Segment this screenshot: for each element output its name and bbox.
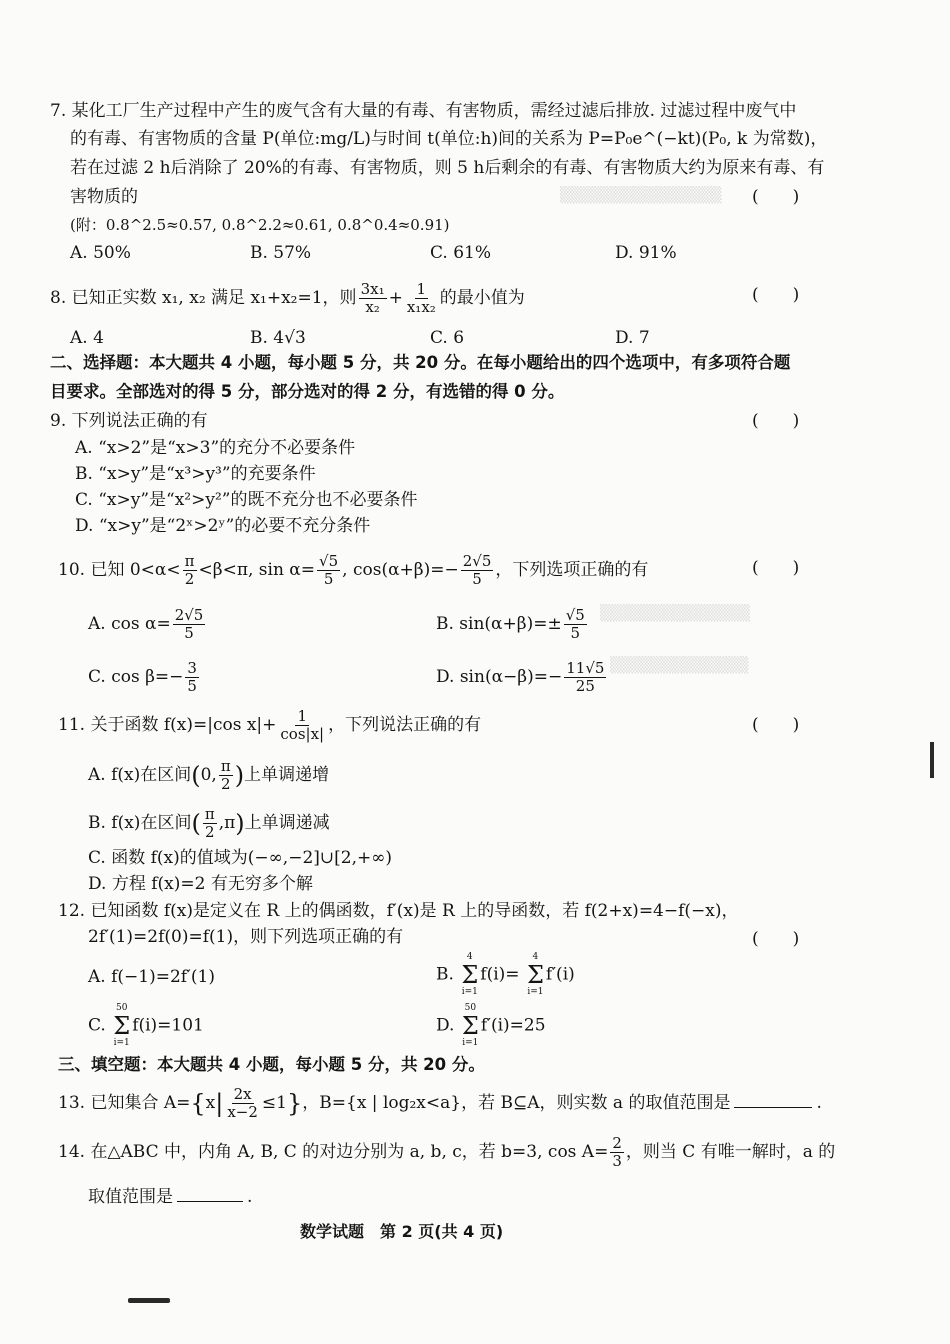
q8-stem: 8. 已知正实数 x₁, x₂ 满足 x₁+x₂=1，则 $\frac{\text{3x₁}}{\text{x₂}}$ + $\frac{1}{\text{x₁x₂}}$ 的最小值为 — [50, 280, 525, 316]
q12-answer-parentheses: ( ) — [752, 929, 800, 949]
summation-symbol: 50 Σ i=1 — [461, 1003, 479, 1048]
q13-answer-blank[interactable] — [734, 1089, 812, 1108]
q9-answer-parentheses: ( ) — [752, 411, 800, 431]
q8-stem-a: 8. 已知正实数 x₁, x₂ 满足 x₁+x₂=1，则 — [50, 288, 357, 308]
q11-fraction: $\frac{1}{\cos|x|}$ — [280, 707, 325, 743]
q10-option-c: C. cos β=− $\frac{3}{5}$ — [88, 659, 197, 695]
q11-option-a: A. f(x)在区间(0, $\frac{\pi}{2}$ )上单调递增 — [88, 757, 330, 793]
q7-line-4: 害物质的 — [70, 187, 138, 207]
q9-stem: 9. 下列说法正确的有 — [50, 411, 208, 431]
q11-stem: 11. 关于函数 f(x)=|cos x|+ $\frac{1}{\cos|x|}$ ，下列说法正确的有 — [58, 707, 482, 743]
summation-symbol: 50 Σ i=1 — [113, 1003, 131, 1048]
q12-line-2: 2f′(1)=2f(0)=f(1)，则下列选项正确的有 — [88, 927, 404, 947]
summation-symbol: 4 Σ i=1 — [461, 952, 479, 997]
q11-option-d: D. 方程 f(x)=2 有无穷多个解 — [88, 874, 313, 894]
q10-option-d: D. sin(α−β)=− $\frac{11√5}{25}$ — [436, 659, 605, 695]
q14-answer-blank[interactable] — [177, 1183, 243, 1202]
q7-answer-parentheses: ( ) — [752, 187, 800, 207]
q7-option-b: B. 57% — [250, 243, 312, 263]
q7-option-a: A. 50% — [70, 243, 131, 263]
q8-answer-parentheses: ( ) — [752, 285, 800, 305]
q12-option-b: B. 4 Σ i=1 f(i)= 4 Σ i=1 f′(i) — [436, 952, 575, 997]
q9-option-c: C. “x>y”是“x²>y²”的既不充分也不必要条件 — [75, 490, 418, 510]
q11-option-c: C. 函数 f(x)的值域为(−∞,−2]∪[2,+∞) — [88, 848, 393, 868]
q7-option-c: C. 61% — [430, 243, 491, 263]
q8-stem-b: 的最小值为 — [439, 288, 525, 308]
q7-line-3: 若在过滤 2 h后消除了 20%的有毒、有害物质，则 5 h后剩余的有毒、有害物质大约为原来有毒、有 — [70, 158, 825, 178]
section-3-heading: 三、填空题：本大题共 4 小题，每小题 5 分，共 20 分。 — [58, 1055, 485, 1074]
q12-option-c: C. 50 Σ i=1 f(i)=101 — [88, 1003, 204, 1048]
q7-line-1: 7. 某化工厂生产过程中产生的废气含有大量的有毒、有害物质，需经过滤后排放. 过滤过程中废气中 — [50, 101, 797, 121]
q7-line-2: 的有毒、有害物质的含量 P(单位:mg/L)与时间 t(单位:h)间的关系为 P=P₀e^(−kt)(P₀, k 为常数)， — [70, 129, 828, 149]
q13-stem: 13. 已知集合 A={x| $\frac{2x}{x-2}$ ≤1}，B={x | log₂x<a}，若 B⊆A，则实数 a 的取值范围是 . — [58, 1085, 822, 1121]
q9-option-d: D. “x>y”是“2ˣ>2ʸ”的必要不充分条件 — [75, 516, 371, 536]
q10-option-b: B. sin(α+β)=± $\frac{√5}{5}$ — [436, 606, 585, 642]
q7-option-d: D. 91% — [615, 243, 677, 263]
q7-note: (附：0.8^2.5≈0.57, 0.8^2.2≈0.61, 0.8^0.4≈0.91) — [70, 216, 450, 234]
q14-fraction: $\frac{2}{3}$ — [612, 1134, 622, 1170]
q8-option-d: D. 7 — [615, 328, 650, 348]
page-footer: 数学试题 第 2 页(共 4 页) — [300, 1222, 504, 1241]
bleed-through-text: ▒▒▒▒▒▒▒▒▒▒▒▒▒▒ — [560, 186, 722, 204]
q9-option-a: A. “x>2”是“x>3”的充分不必要条件 — [75, 438, 356, 458]
bleed-through-text: ▒▒▒▒▒▒▒▒▒▒▒▒ — [610, 656, 749, 674]
q10-pi-over-2: $\frac{\pi}{2}$ — [184, 552, 195, 588]
summation-symbol: 4 Σ i=1 — [526, 952, 544, 997]
q8-option-b: B. 4√3 — [250, 328, 306, 348]
q8-fraction-2: $\frac{1}{\text{x₁x₂}}$ — [406, 280, 436, 316]
q14-stem: 14. 在△ABC 中，内角 A, B, C 的对边分别为 a, b, c，若 b=3, cos A= $\frac{2}{3}$ ，则当 C 有唯一解时，a 的 — [58, 1134, 836, 1170]
q10-stem: 10. 已知 0<α< $\frac{\pi}{2}$ <β<π, sin α= $\frac{√5}{5}$ , cos(α+β)=− $\frac{2√5}{5}$ ，下列选项正确的有 — [58, 552, 649, 588]
scan-edge-mark — [930, 742, 934, 778]
q8-fraction-1: $\frac{\text{3x₁}}{\text{x₂}}$ — [360, 280, 385, 316]
section-2-heading-line-1: 二、选择题：本大题共 4 小题，每小题 5 分，共 20 分。在每小题给出的四个选项中，有多项符合题 — [50, 353, 791, 372]
q9-option-b: B. “x>y”是“x³>y³”的充要条件 — [75, 464, 316, 484]
q12-line-1: 12. 已知函数 f(x)是定义在 R 上的偶函数，f′(x)是 R 上的导函数，若 f(2+x)=4−f(−x)， — [58, 901, 739, 921]
q10-option-a: A. cos α= $\frac{2√5}{5}$ — [88, 606, 204, 642]
q10-cos-value: $\frac{2√5}{5}$ — [462, 552, 492, 588]
scan-edge-mark — [128, 1298, 170, 1303]
q8-option-c: C. 6 — [430, 328, 465, 348]
q13-fraction: $\frac{2x}{x-2}$ — [227, 1085, 258, 1121]
q10-sin-value: $\frac{√5}{5}$ — [319, 552, 339, 588]
q11-answer-parentheses: ( ) — [752, 715, 800, 735]
q10-answer-parentheses: ( ) — [752, 558, 800, 578]
q12-option-d: D. 50 Σ i=1 f′(i)=25 — [436, 1003, 546, 1048]
q14-line-2: 取值范围是 . — [88, 1183, 252, 1210]
q11-option-b: B. f(x)在区间( $\frac{\pi}{2}$ ,π)上单调递减 — [88, 805, 330, 841]
section-2-heading-line-2: 目要求。全部选对的得 5 分，部分选对的得 2 分，有选错的得 0 分。 — [50, 382, 565, 401]
q12-option-a: A. f(−1)=2f′(1) — [88, 967, 215, 987]
bleed-through-text: ▒▒▒▒▒▒▒▒▒▒▒▒▒ — [600, 604, 750, 622]
q8-option-a: A. 4 — [70, 328, 104, 348]
